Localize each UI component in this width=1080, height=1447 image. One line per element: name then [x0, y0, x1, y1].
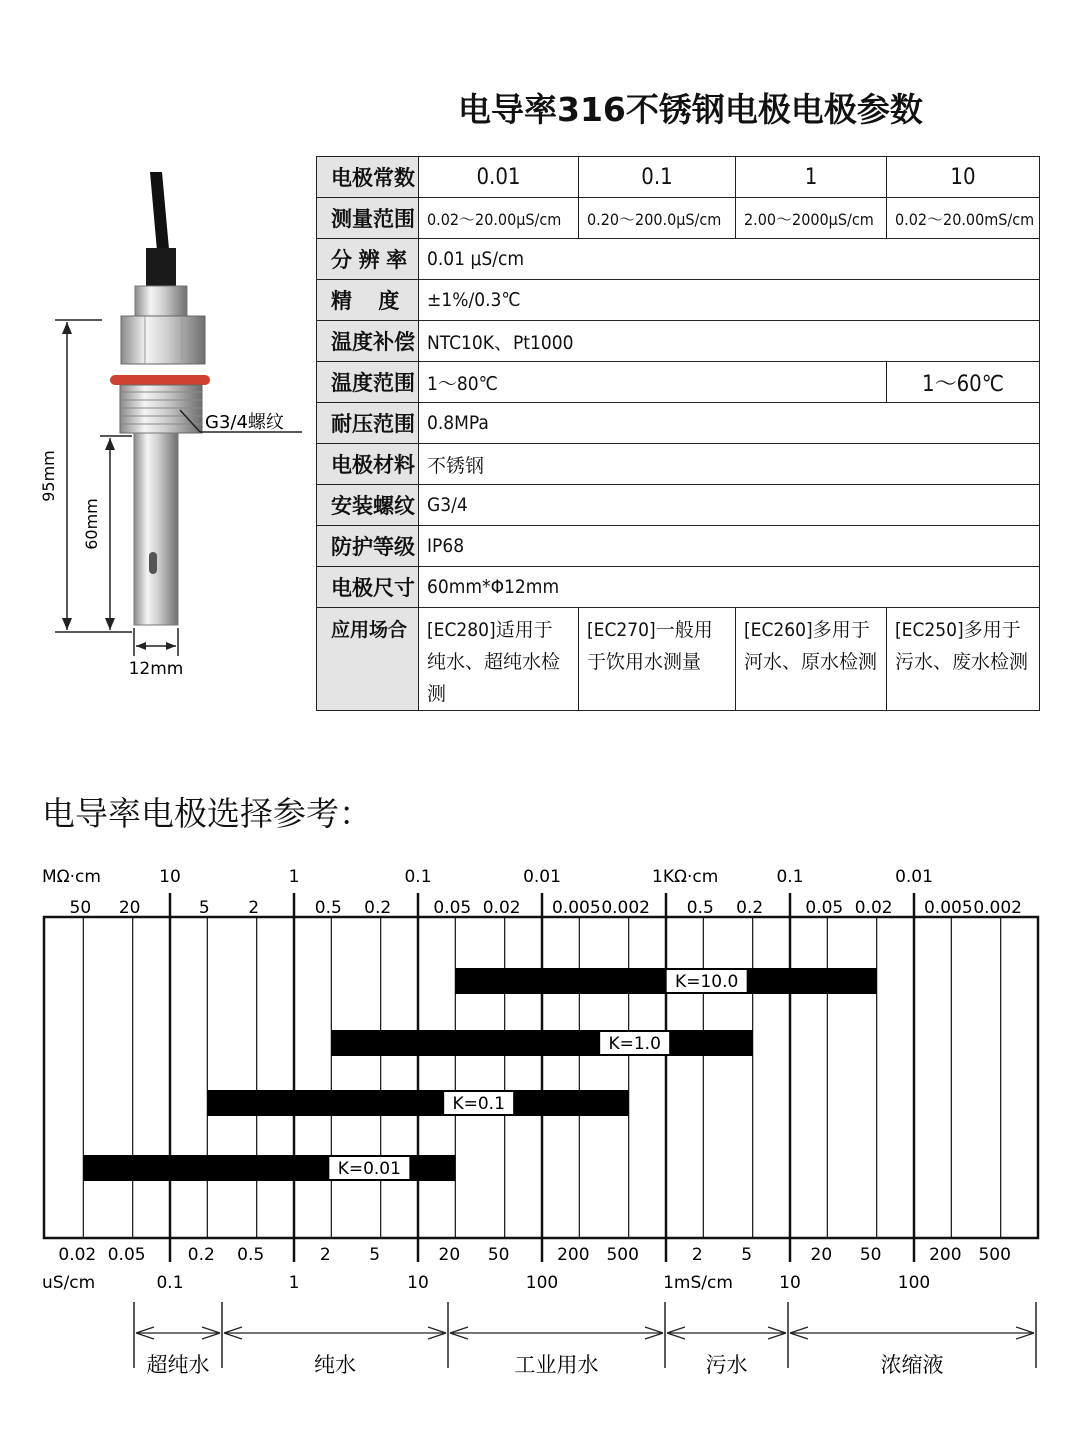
application-cell: [EC270]一般用于饮用水测量: [579, 608, 736, 711]
top-major-label: 1: [288, 867, 300, 887]
table-row: [317, 403, 1040, 444]
top-minor-label: 0.5: [314, 898, 342, 918]
compensation-cell: NTC10K、Pt1000: [419, 321, 1040, 362]
resolution-cell: 0.01 μS/cm: [419, 239, 1040, 280]
ip-cell: IP68: [419, 526, 1040, 567]
dim-95-label: 95mm: [39, 450, 58, 502]
top-minor-label: 0.005: [551, 898, 601, 918]
bottom-minor-label: 20: [810, 1245, 833, 1265]
bottom-minor-label: 2: [319, 1245, 331, 1265]
top-minor-label: 2: [248, 898, 260, 918]
constant-cell: 1: [736, 157, 887, 198]
table-row: [317, 198, 1040, 239]
table-row: [317, 567, 1040, 608]
bottom-major-label: 100: [897, 1273, 931, 1293]
range-cell: 0.02～20.00μS/cm: [419, 198, 579, 239]
row-label: 应用场合: [317, 608, 419, 711]
bottom-minor-label: 200: [557, 1245, 590, 1265]
bottom-major-label: 10: [779, 1273, 801, 1293]
row-label: 测量范围: [317, 198, 419, 239]
table-row: [317, 321, 1040, 362]
top-minor-label: 0.002: [973, 898, 1023, 918]
hex-nut: [121, 316, 205, 364]
bottom-minor-label: 5: [369, 1245, 381, 1265]
top-minor-label: 0.2: [364, 898, 392, 918]
row-label: 电极尺寸: [317, 567, 419, 608]
top-major-label: 0.1: [776, 867, 804, 887]
tube-slot: [149, 552, 157, 574]
probe-cap: [135, 286, 187, 316]
top-minor-label: 0.02: [482, 898, 521, 918]
application-cell: [EC250]多用于污水、废水检测: [887, 608, 1040, 711]
row-label: 防护等级: [317, 526, 419, 567]
range-bar: [331, 1030, 752, 1056]
bottom-minor-label: 5: [741, 1245, 753, 1265]
category-label: 超纯水: [146, 1353, 210, 1377]
range-bar-label: K=10.0: [675, 972, 739, 992]
accuracy-cell: ±1%/0.3℃: [419, 280, 1040, 321]
application-cell: [EC260]多用于河水、原水检测: [736, 608, 887, 711]
bottom-minor-label: 0.2: [187, 1245, 215, 1265]
row-label: 分 辨 率: [317, 239, 419, 280]
top-minor-label: 5: [198, 898, 210, 918]
constant-cell: 10: [887, 157, 1040, 198]
bottom-minor-label: 0.05: [107, 1245, 146, 1265]
bottom-major-label: 100: [525, 1273, 559, 1293]
row-label: 精 度: [317, 280, 419, 321]
top-minor-label: 50: [69, 898, 92, 918]
o-ring: [110, 375, 210, 385]
dim-60-label: 60mm: [82, 498, 101, 550]
range-bar: [455, 968, 876, 994]
range-bar-label: K=0.01: [337, 1159, 401, 1179]
row-label: 电极材料: [317, 444, 419, 485]
bottom-minor-label: 50: [487, 1245, 510, 1265]
thread-label: G3/4螺纹: [205, 412, 284, 433]
category-label: 工业用水: [514, 1353, 599, 1377]
page-title: 电导率316不锈钢电极电极参数: [458, 90, 923, 129]
top-minor-label: 0.02: [854, 898, 893, 918]
range-cell: 2.00～2000μS/cm: [736, 198, 887, 239]
bottom-minor-label: 0.5: [237, 1245, 265, 1265]
application-cell: [EC280]适用于纯水、超纯水检测: [419, 608, 579, 711]
top-major-label: 0.01: [523, 867, 561, 887]
row-label: 安装螺纹: [317, 485, 419, 526]
table-row: [317, 485, 1040, 526]
bottom-minor-label: 500: [978, 1245, 1011, 1265]
range-bar: [207, 1090, 628, 1116]
row-label: 电极常数: [317, 157, 419, 198]
bottom-minor-label: 0.02: [58, 1245, 97, 1265]
temp-cell: 1～80℃: [419, 362, 887, 403]
top-major-label: 10: [159, 867, 181, 887]
row-label: 温度范围: [317, 362, 419, 403]
bottom-major-label: 0.1: [156, 1273, 184, 1293]
top-unit-label: 1KΩ·cm: [652, 867, 719, 887]
table-row: [317, 362, 1040, 403]
bottom-unit-label: uS/cm: [42, 1273, 96, 1293]
top-unit-label: MΩ·cm: [42, 867, 101, 887]
electrode-illustration: [0, 160, 310, 690]
bottom-minor-label: 20: [438, 1245, 461, 1265]
range-bar-label: K=0.1: [452, 1094, 505, 1114]
selection-chart: [0, 855, 1080, 1385]
category-label: 污水: [705, 1353, 748, 1377]
top-major-label: 0.1: [404, 867, 432, 887]
table-row: [317, 608, 1040, 711]
constant-cell: 0.01: [419, 157, 579, 198]
category-label: 浓缩液: [880, 1353, 944, 1377]
size-cell: 60mm*Φ12mm: [419, 567, 1040, 608]
top-minor-label: 20: [118, 898, 141, 918]
table-row: [317, 239, 1040, 280]
category-label: 纯水: [314, 1353, 356, 1377]
bottom-minor-label: 500: [606, 1245, 639, 1265]
top-minor-label: 0.5: [686, 898, 714, 918]
range-cell: 0.20～200.0μS/cm: [579, 198, 736, 239]
range-bar-label: K=1.0: [608, 1034, 661, 1054]
material-cell: 不锈钢: [419, 444, 1040, 485]
top-minor-label: 0.05: [805, 898, 844, 918]
table-row: [317, 444, 1040, 485]
bottom-unit-label: 1mS/cm: [663, 1273, 733, 1293]
bottom-major-label: 10: [407, 1273, 429, 1293]
dim-12-label: 12mm: [128, 659, 184, 679]
electrode-tube: [134, 433, 178, 625]
pressure-cell: 0.8MPa: [419, 403, 1040, 444]
bottom-minor-label: 200: [929, 1245, 962, 1265]
bottom-minor-label: 2: [691, 1245, 703, 1265]
selection-heading: 电导率电极选择参考：: [42, 794, 372, 833]
top-major-label: 0.01: [895, 867, 933, 887]
table-row: [317, 280, 1040, 321]
top-minor-label: 0.005: [923, 898, 973, 918]
row-label: 耐压范围: [317, 403, 419, 444]
top-minor-label: 0.002: [601, 898, 651, 918]
bottom-minor-label: 50: [859, 1245, 882, 1265]
table-row: [317, 526, 1040, 567]
thread-cell: G3/4: [419, 485, 1040, 526]
constant-cell: 0.1: [579, 157, 736, 198]
row-label: 温度补偿: [317, 321, 419, 362]
range-cell: 0.02～20.00mS/cm: [887, 198, 1040, 239]
cable-sleeve: [146, 248, 176, 288]
table-row: [317, 157, 1040, 198]
top-minor-label: 0.05: [433, 898, 472, 918]
top-minor-label: 0.2: [736, 898, 764, 918]
spec-table: [316, 156, 1040, 711]
temp-k10-cell: 1～60℃: [887, 362, 1040, 403]
bottom-major-label: 1: [288, 1273, 300, 1293]
